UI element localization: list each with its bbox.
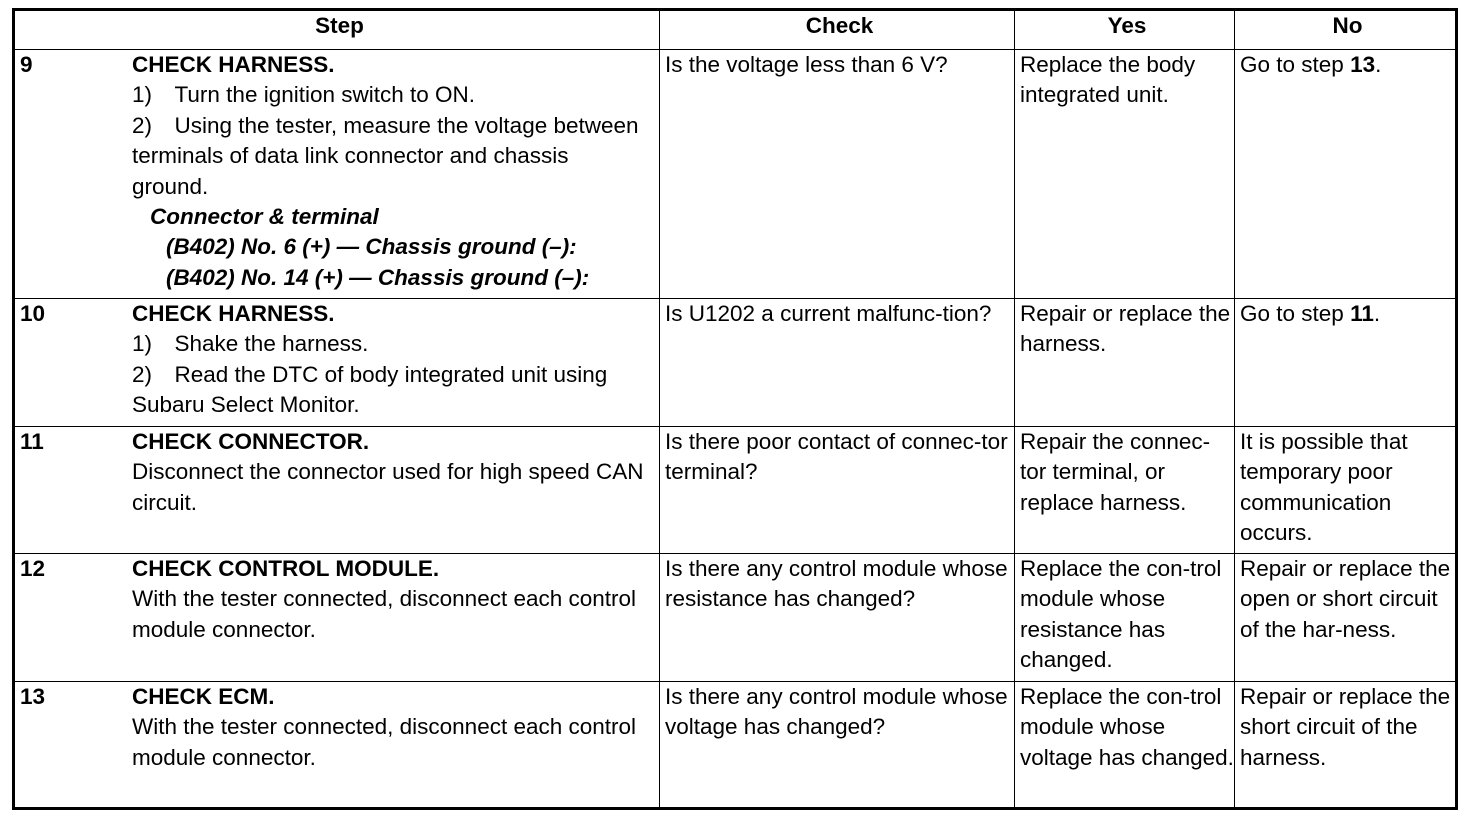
connector-heading: Connector & terminal bbox=[150, 204, 379, 230]
no-prefix: Go to step bbox=[1240, 52, 1351, 77]
no-step-ref: 11 bbox=[1350, 301, 1374, 326]
step-title: CHECK HARNESS. bbox=[132, 301, 335, 326]
step-line: With the tester connected, disconnect each control module connector. bbox=[132, 586, 637, 642]
step-line: 2) Read the DTC of body integrated unit using Subaru Select Monitor. bbox=[132, 361, 608, 418]
yes-cell: Repair the connec-tor terminal, or replace harness. bbox=[1015, 427, 1235, 554]
table-row bbox=[14, 427, 1457, 554]
no-cell: Repair or replace the open or short circuit of the har-ness. bbox=[1235, 554, 1457, 682]
step-line: Disconnect the connector used for high speed CAN circuit. bbox=[132, 459, 644, 515]
step-line: 1) Shake the harness. bbox=[132, 331, 369, 357]
check-cell: Is there any control module whose voltage has changed? bbox=[660, 682, 1015, 809]
no-suffix: . bbox=[1375, 52, 1382, 77]
step-cell bbox=[14, 682, 660, 809]
check-cell: Is there any control module whose resistance has changed? bbox=[660, 554, 1015, 682]
connector-terminal: (B402) No. 6 (+) — Chassis ground (–): bbox=[166, 234, 577, 260]
no-cell bbox=[1235, 299, 1457, 427]
header-check: Check bbox=[660, 10, 1015, 50]
step-number: 11 bbox=[20, 429, 44, 454]
no-cell: It is possible that temporary poor communication occurs. bbox=[1235, 427, 1457, 554]
yes-cell: Replace the con-trol module whose resistance has changed. bbox=[1015, 554, 1235, 682]
check-cell: Is the voltage less than 6 V? bbox=[660, 50, 1015, 299]
step-line: With the tester connected, disconnect each control module connector. bbox=[132, 714, 637, 770]
step-number: 10 bbox=[20, 301, 46, 326]
no-step-ref: 13 bbox=[1350, 52, 1376, 77]
yes-cell: Repair or replace the harness. bbox=[1015, 299, 1235, 427]
step-cell bbox=[14, 427, 660, 554]
step-title: CHECK HARNESS. bbox=[132, 52, 335, 77]
step-number: 9 bbox=[20, 52, 33, 77]
step-number: 12 bbox=[20, 556, 46, 581]
table-row bbox=[14, 50, 1457, 299]
yes-cell: Replace the body integrated unit. bbox=[1015, 50, 1235, 299]
header-row bbox=[14, 10, 1457, 50]
yes-cell: Replace the con-trol module whose voltage has changed. bbox=[1015, 682, 1235, 809]
step-title: CHECK ECM. bbox=[132, 684, 275, 709]
table-row bbox=[14, 554, 1457, 682]
no-suffix: . bbox=[1373, 301, 1381, 326]
step-title: CHECK CONNECTOR. bbox=[132, 429, 370, 454]
header-step: Step bbox=[14, 10, 660, 50]
table-row bbox=[14, 682, 1457, 809]
connector-terminal: (B402) No. 14 (+) — Chassis ground (–): bbox=[166, 264, 590, 290]
check-cell: Is there poor contact of connec-tor terminal? bbox=[660, 427, 1015, 554]
table-row bbox=[14, 299, 1457, 427]
diagnostic-table bbox=[12, 8, 1458, 810]
step-cell bbox=[14, 50, 660, 299]
step-cell bbox=[14, 554, 660, 682]
no-prefix: Go to step bbox=[1240, 301, 1351, 326]
step-line: 2) Using the tester, measure the voltage between terminals of data link connector and chassis ground. bbox=[132, 112, 639, 199]
header-yes: Yes bbox=[1015, 10, 1235, 50]
step-cell bbox=[14, 299, 660, 427]
step-title: CHECK CONTROL MODULE. bbox=[132, 556, 440, 581]
no-cell bbox=[1235, 50, 1457, 299]
no-cell: Repair or replace the short circuit of the harness. bbox=[1235, 682, 1457, 809]
check-cell: Is U1202 a current malfunc-tion? bbox=[660, 299, 1015, 427]
header-no: No bbox=[1235, 10, 1457, 50]
step-line: 1) Turn the ignition switch to ON. bbox=[132, 82, 476, 108]
step-number: 13 bbox=[20, 684, 46, 709]
